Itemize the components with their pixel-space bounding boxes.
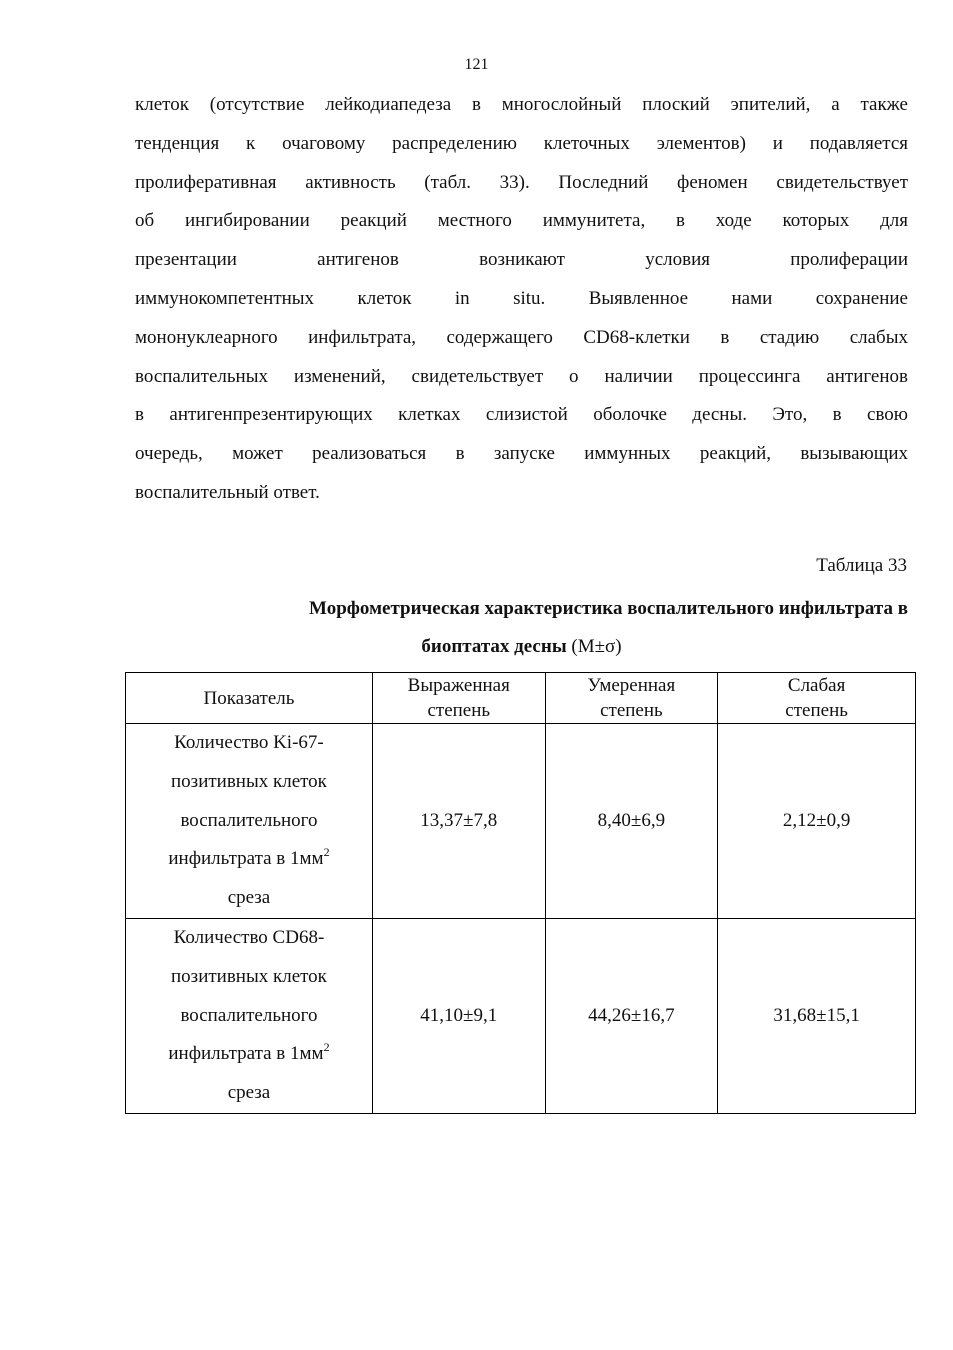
row-label-line: инфильтрата в 1мм — [168, 1043, 324, 1065]
row-label-line: воспалительного — [180, 1004, 318, 1026]
table-caption-notation: (М±σ) — [571, 636, 622, 657]
row-label-line: среза — [227, 1082, 271, 1104]
header-moderate-line: Умеренная — [587, 675, 676, 696]
cell-moderate: 8,40±6,9 — [545, 724, 718, 919]
paragraph-line: презентации антигенов возникают условия пролиферации — [135, 249, 908, 271]
row-label-line: позитивных клеток — [171, 770, 327, 792]
header-severe-line: степень — [427, 700, 491, 721]
paragraph-line: воспалительный ответ. — [135, 481, 320, 503]
table-caption — [135, 590, 908, 666]
header-severe — [372, 673, 545, 724]
paragraph-line: очередь, может реализоваться в запуске иммунных реакций, вызывающих — [135, 443, 908, 465]
cell-severe: 13,37±7,8 — [372, 724, 545, 919]
paragraph-line: пролиферативная активность (табл. 33). Последний феномен свидетельствует — [135, 171, 908, 193]
paragraph-line: воспалительных изменений, свидетельствует о наличии процессинга антигенов — [135, 365, 908, 387]
header-moderate — [545, 673, 718, 724]
table-caption-line: Морфометрическая характеристика воспалительного инфильтрата в — [309, 598, 908, 619]
table-header-row — [126, 673, 916, 724]
morphometry-table — [125, 672, 916, 1114]
header-mild — [718, 673, 916, 724]
superscript: 2 — [323, 1040, 330, 1055]
header-indicator: Показатель — [126, 673, 373, 724]
row-label — [126, 724, 373, 919]
paragraph-line: иммунокомпетентных клеток in situ. Выявленное нами сохранение — [135, 287, 908, 309]
body-paragraph — [135, 86, 908, 513]
cell-moderate: 44,26±16,7 — [545, 919, 718, 1114]
paragraph-line: тенденция к очаговому распределению клеточных элементов) и подавляется — [135, 132, 908, 154]
row-label-line: позитивных клеток — [171, 965, 327, 987]
table-row — [126, 724, 916, 919]
table-row — [126, 919, 916, 1114]
cell-severe: 41,10±9,1 — [372, 919, 545, 1114]
header-moderate-line: степень — [600, 700, 663, 721]
table-label: Таблица 33 — [816, 555, 907, 576]
row-label-line: инфильтрата в 1мм — [168, 848, 324, 870]
row-label-line: среза — [227, 887, 271, 909]
row-label-line: воспалительного — [180, 809, 318, 831]
row-label-line: Количество CD68- — [173, 927, 325, 948]
header-mild-line: Слабая — [787, 675, 846, 696]
paragraph-line: об ингибировании реакций местного иммунитета, в ходе которых для — [135, 210, 908, 232]
paragraph-line: в антигенпрезентирующих клетках слизистой оболочке десны. Это, в свою — [135, 404, 908, 426]
page-number: 121 — [464, 56, 489, 73]
paragraph-line: мононуклеарного инфильтрата, содержащего CD68-клетки в стадию слабых — [135, 326, 908, 348]
row-label-line: Количество Ki-67- — [174, 732, 324, 753]
cell-mild: 2,12±0,9 — [718, 724, 916, 919]
table-caption-text: биоптатах десны — [421, 636, 567, 657]
table-caption-line — [135, 628, 908, 666]
paragraph-line: клеток (отсутствие лейкодиапедеза в многослойный плоский эпителий, а также — [135, 94, 908, 115]
superscript: 2 — [323, 845, 330, 860]
cell-mild: 31,68±15,1 — [718, 919, 916, 1114]
header-severe-line: Выраженная — [407, 675, 510, 696]
row-label — [126, 919, 373, 1114]
header-mild-line: степень — [785, 700, 848, 721]
